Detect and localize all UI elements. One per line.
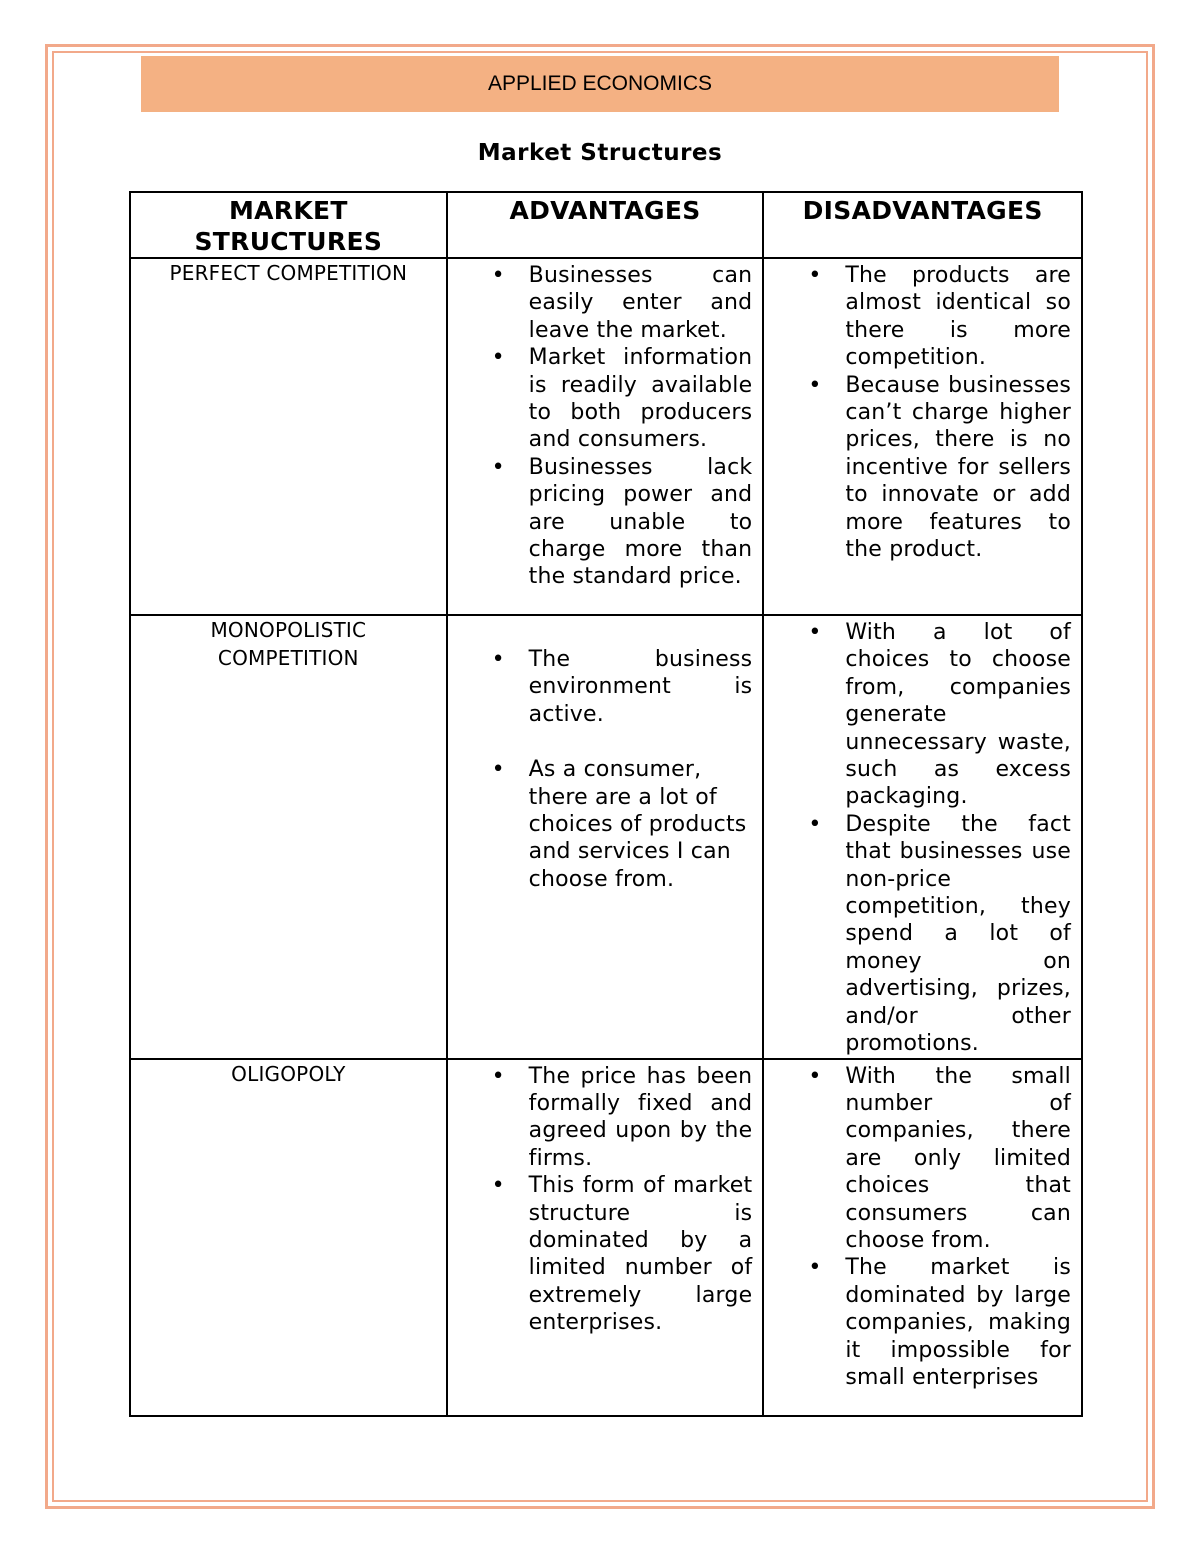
- bullet-icon: •: [491, 345, 505, 371]
- disadvantages-cell: [763, 1059, 1082, 1416]
- bullet-icon: •: [808, 263, 822, 288]
- market-cell: MONOPOLISTIC COMPETITION: [130, 615, 447, 1059]
- column-header-disadvantages: DISADVANTAGES: [763, 192, 1082, 258]
- bullet-icon: •: [491, 1063, 505, 1089]
- advantages-cell: [447, 615, 764, 1059]
- column-header-market: MARKET STRUCTURES: [130, 192, 447, 258]
- bullet-icon: •: [808, 1063, 822, 1089]
- advantages-cell: [447, 258, 764, 615]
- disadvantages-cell: [763, 258, 1082, 615]
- market-cell: OLIGOPOLY: [130, 1059, 447, 1416]
- table-row: [130, 258, 1082, 615]
- table-row: [130, 615, 1082, 1059]
- market-structures-table: [129, 191, 1083, 1417]
- bullet-icon: •: [808, 1255, 822, 1281]
- bullet-icon: •: [808, 811, 822, 837]
- bullet-icon: •: [491, 1173, 505, 1199]
- list-item: • The products are almost identical so there is more competition.: [808, 263, 1071, 371]
- list-item: • Market information is readily available to both producers and consumers.: [491, 345, 753, 453]
- table-row: [130, 1059, 1082, 1416]
- bullet-icon: •: [491, 757, 505, 783]
- bullet-icon: •: [491, 263, 505, 288]
- list-item: • As a consumer, there are a lot of choices of products and services I can choose from.: [491, 757, 747, 892]
- bullet-icon: •: [808, 620, 822, 645]
- document-title: Market Structures: [477, 140, 723, 166]
- list-item: • The price has been formally fixed and agreed upon by the firms.: [491, 1063, 753, 1171]
- list-item: • Because businesses can’t charge higher prices, there is no incentive for sellers to innovate or add more features to the product.: [808, 372, 1071, 563]
- market-cell: PERFECT COMPETITION: [130, 258, 447, 615]
- advantages-cell: [447, 1059, 764, 1416]
- list-item: • The market is dominated by large companies, making it impossible for small enterprises: [808, 1255, 1071, 1390]
- bullet-icon: •: [491, 454, 505, 480]
- list-item: • With a lot of choices to choose from, companies generate unnecessary waste, such as excess packaging.: [808, 620, 1071, 810]
- bullet-icon: •: [491, 647, 505, 672]
- list-item: • The business environment is active.: [491, 647, 753, 727]
- list-item: • This form of market structure is dominated by a limited number of extremely large enterprises.: [491, 1173, 753, 1336]
- column-header-advantages: ADVANTAGES: [447, 192, 764, 258]
- list-item: • With the small number of companies, there are only limited choices that consumers can choose from.: [808, 1063, 1071, 1253]
- list-item: • Businesses can easily enter and leave the market.: [491, 263, 753, 343]
- table-header-row: [130, 192, 1082, 258]
- list-item: • Despite the fact that businesses use non-price competition, they spend a lot of money on advertising, prizes, and/or other promotions.: [808, 811, 1071, 1057]
- header-banner: [141, 56, 1059, 112]
- disadvantages-cell: [763, 615, 1082, 1059]
- bullet-icon: •: [808, 372, 822, 398]
- list-item: • Businesses lack pricing power and are unable to charge more than the standard price.: [491, 454, 753, 590]
- header-title: APPLIED ECONOMICS: [487, 72, 713, 95]
